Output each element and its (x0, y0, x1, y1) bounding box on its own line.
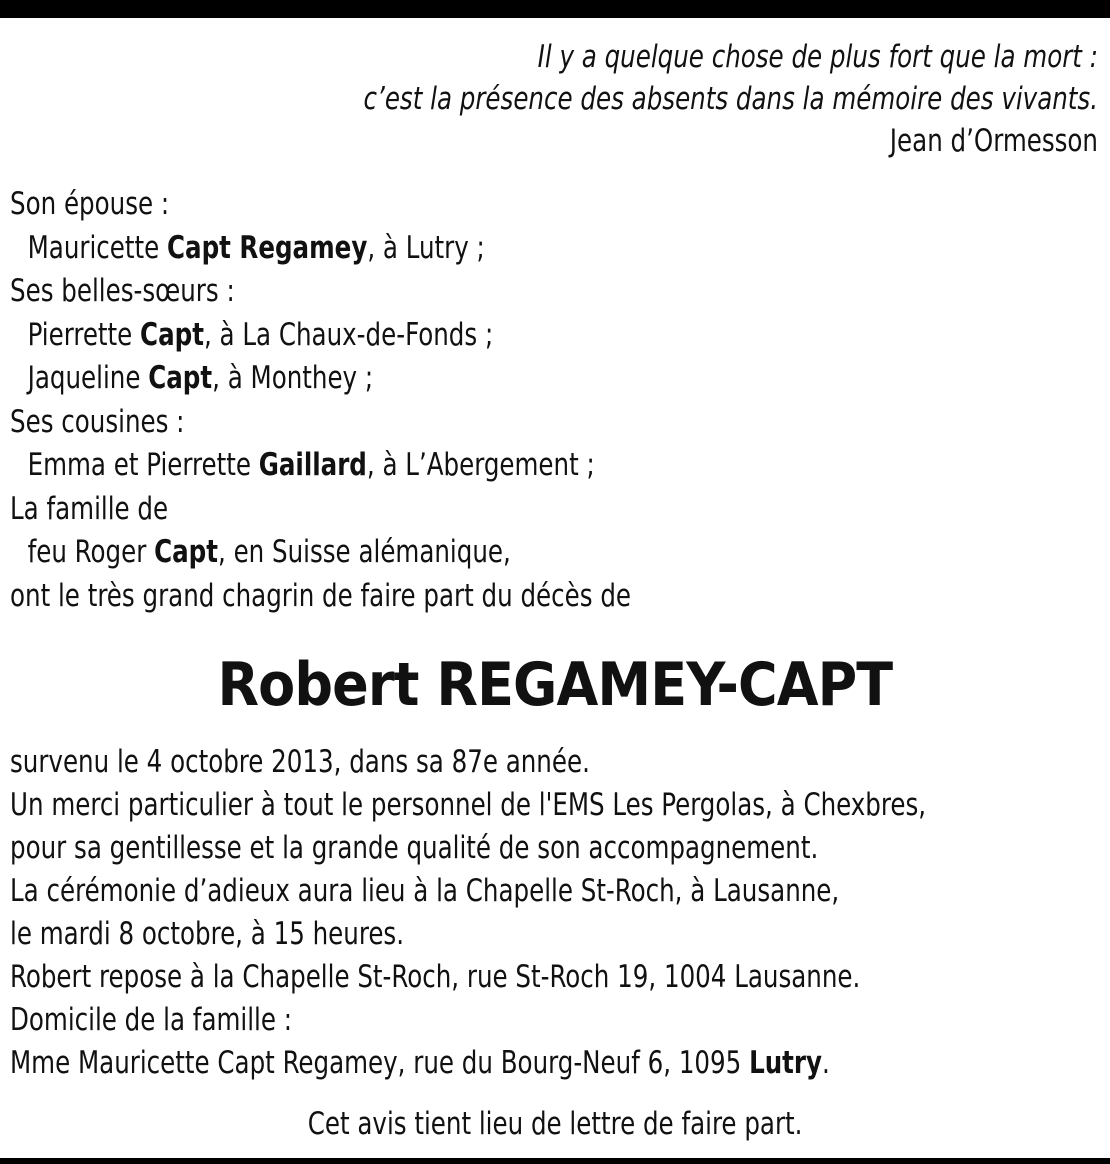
quote-line-1: Il y a quelque chose de plus fort que la mort : (537, 39, 1098, 75)
bereaved-family-list (10, 183, 978, 618)
sister-in-law-surname: Capt (140, 316, 204, 353)
bottom-border-rule (0, 1158, 1110, 1164)
cousins-entry (10, 444, 978, 488)
sister-in-law-surname: Capt (148, 360, 213, 396)
epigraph-quote (139, 36, 1098, 162)
sister-in-law-first-name: Jaqueline (27, 360, 149, 396)
top-border-rule (0, 0, 1110, 18)
family-of-first-name: feu Roger (27, 534, 155, 570)
sister-in-law-first-name: Pierrette (27, 316, 141, 353)
family-domicile-heading: Domicile de la famille : (10, 1002, 293, 1038)
family-address-street: Mme Mauricette Capt Regamey, rue du Bourg-Neuf 6, 1095 (10, 1045, 750, 1081)
death-date-line: survenu le 4 octobre 2013, dans sa 87e année. (10, 744, 590, 780)
ceremony-line: La cérémonie d’adieux aura lieu à la Chapelle St-Roch, à Lausanne, (10, 873, 840, 909)
sisters-in-law-heading: Ses belles-sœurs : (10, 273, 235, 309)
spouse-heading: Son épouse : (10, 186, 170, 222)
sister-in-law-place: , à Monthey ; (212, 360, 374, 396)
cousins-first-names: Emma et Pierrette (27, 447, 259, 483)
family-address (10, 1042, 987, 1085)
cousins-heading: Ses cousines : (10, 403, 185, 440)
family-of-surname: Capt (154, 534, 218, 570)
family-of-place: , en Suisse alémanique, (217, 534, 511, 570)
cousins-surname: Gaillard (258, 447, 367, 483)
thanks-line-continued: pour sa gentillesse et la grande qualité de son accompagnement. (10, 830, 819, 866)
spouse-first-name: Mauricette (27, 229, 168, 266)
announcement-line: ont le très grand chagrin de faire part du décès de (10, 577, 632, 614)
family-address-town: Lutry (749, 1045, 823, 1081)
deceased-name (0, 645, 1110, 725)
quote-line-2: c’est la présence des absents dans la mémoire des vivants. (363, 81, 1098, 117)
repose-line: Robert repose à la Chapelle St-Roch, rue St-Roch 19, 1004 Lausanne. (10, 959, 861, 995)
obituary-details (10, 741, 987, 1085)
family-of-heading: La famille de (10, 490, 169, 527)
spouse-entry (10, 227, 978, 271)
ceremony-date-line: le mardi 8 octobre, à 15 heures. (10, 916, 405, 952)
sister-in-law-entry (10, 357, 978, 401)
sister-in-law-entry (10, 314, 978, 358)
quote-author: Jean d’Ormesson (889, 123, 1098, 159)
cousins-place: , à L’Abergement ; (366, 447, 595, 483)
thanks-line: Un merci particulier à tout le personnel de l'EMS Les Pergolas, à Chexbres, (10, 787, 927, 823)
closing-note-text: Cet avis tient lieu de lettre de faire part. (307, 1106, 803, 1142)
deceased-name-text: Robert REGAMEY-CAPT (217, 650, 893, 720)
spouse-surname: Capt Regamey (167, 229, 368, 266)
family-of-entry (10, 531, 978, 575)
family-address-end: . (822, 1045, 830, 1081)
sister-in-law-place: , à La Chaux-de-Fonds ; (203, 316, 494, 353)
closing-note (0, 1102, 1110, 1146)
spouse-place: , à Lutry ; (367, 229, 485, 266)
